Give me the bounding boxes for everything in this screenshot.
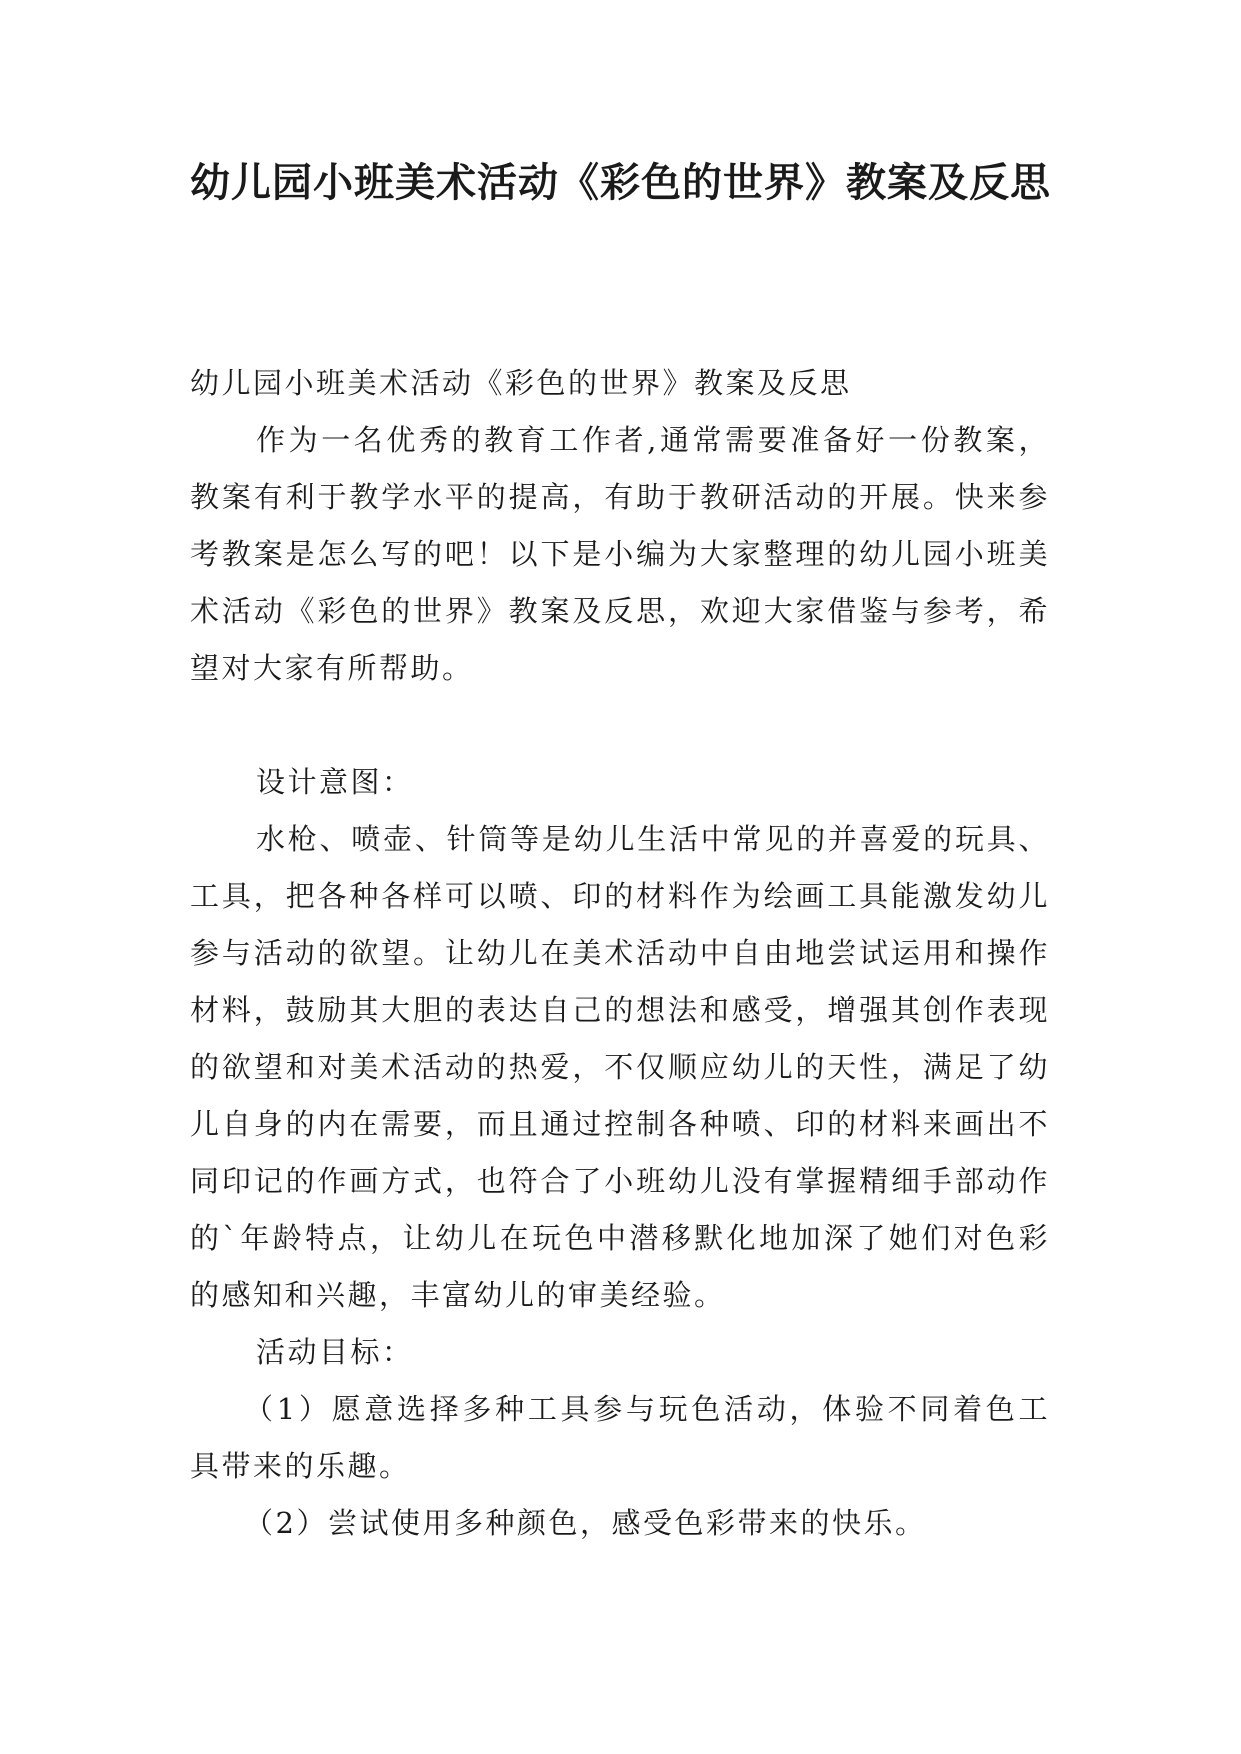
subtitle-line: 幼儿园小班美术活动《彩色的世界》教案及反思 (190, 366, 852, 400)
design-heading: 设计意图： (256, 765, 414, 799)
goal-item-1: （1）愿意选择多种工具参与玩色活动，体验不同着色工具带来的乐趣。 (190, 1392, 1050, 1483)
paragraph-gap (190, 697, 1050, 754)
design-paragraph: 水枪、喷壶、针筒等是幼儿生活中常见的并喜爱的玩具、工具，把各种各样可以喷、印的材料作为绘画工具能激发幼儿参与活动的欲望。让幼儿在美术活动中自由地尝试运用和操作材料，鼓励其大胆的表达自己的想法和感受，增强其创作表现的欲望和对美术活动的热爱，不仅顺应幼儿的天性，满足了幼儿自身的内在需要，而且通过控制各种喷、印的材料来画出不同印记的作画方式，也符合了小班幼儿没有掌握精细手部动作的`年龄特点，让幼儿在玩色中潜移默化地加深了她们对色彩的感知和兴趣，丰富幼儿的审美经验。 (190, 822, 1050, 1312)
goal-item-2: （2）尝试使用多种颜色，感受色彩带来的快乐。 (244, 1506, 927, 1540)
document-body (190, 355, 1050, 1552)
document-title: 幼儿园小班美术活动《彩色的世界》教案及反思 (190, 160, 1051, 206)
goals-heading: 活动目标： (256, 1335, 414, 1369)
intro-paragraph: 作为一名优秀的教育工作者,通常需要准备好一份教案，教案有利于教学水平的提高，有助于教研活动的开展。快来参考教案是怎么写的吧！以下是小编为大家整理的幼儿园小班美术活动《彩色的世界》教案及反思，欢迎大家借鉴与参考，希望对大家有所帮助。 (190, 423, 1050, 685)
